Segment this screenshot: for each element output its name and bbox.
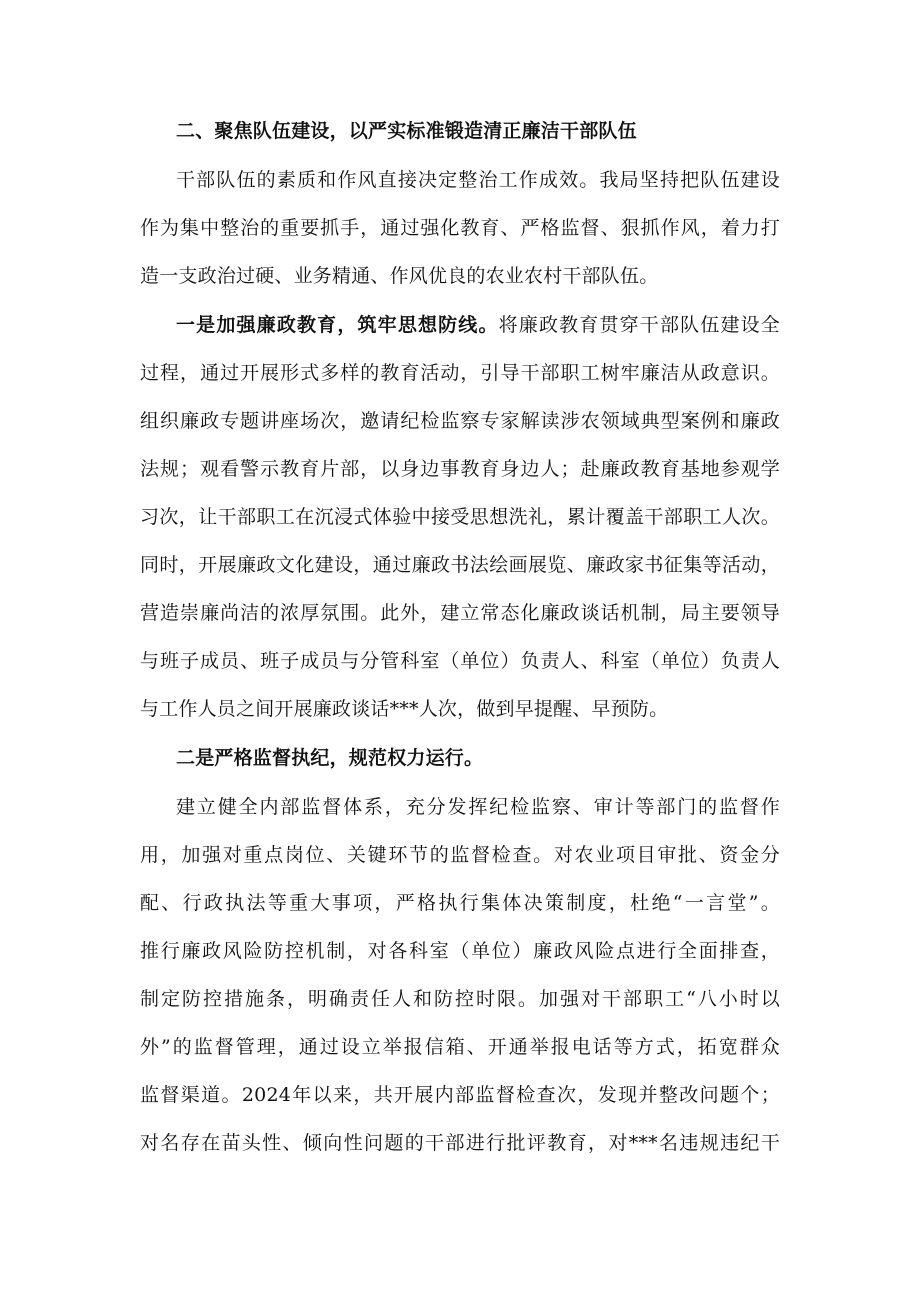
paragraph-line: 同时，开展廉政文化建设，通过廉政书法绘画展览、廉政家书征集等活动， — [140, 554, 780, 576]
paragraph-line: 建立健全内部监督体系，充分发挥纪检监察、审计等部门的监督作 — [176, 796, 780, 818]
paragraph-lead: 一是加强廉政教育，筑牢思想防线。 — [176, 314, 499, 336]
section-heading: 二、聚焦队伍建设，以严实标准锻造清正廉洁干部队伍 — [176, 120, 637, 142]
paragraph-line: 推行廉政风险防控机制，对各科室（单位）廉政风险点进行全面排查， — [140, 940, 780, 962]
paragraph-line: 配、行政执法等重大事项，严格执行集体决策制度，杜绝“一言堂”。 — [140, 892, 780, 914]
paragraph-line: 干部队伍的素质和作风直接决定整治工作成效。我局坚持把队伍建设 — [176, 169, 780, 191]
paragraph-text: 将廉政教育贯穿干部队伍建设全 — [498, 314, 780, 336]
paragraph-line: 习次，让干部职工在沉浸式体验中接受思想洗礼，累计覆盖干部职工人次。 — [140, 506, 780, 528]
paragraph-line — [176, 313, 780, 337]
paragraph-line: 对名存在苗头性、倾向性问题的干部进行批评教育，对***名违规违纪干 — [140, 1132, 780, 1154]
paragraph-line: 外”的监督管理，通过设立举报信箱、开通举报电话等方式，拓宽群众 — [140, 1036, 780, 1058]
paragraph-line: 作为集中整治的重要抓手，通过强化教育、严格监督、狠抓作风，着力打 — [140, 217, 780, 239]
paragraph-line: 营造崇廉尚洁的浓厚氛围。此外，建立常态化廉政谈话机制，局主要领导 — [140, 602, 780, 624]
paragraph-line: 与班子成员、班子成员与分管科室（单位）负责人、科室（单位）负责人 — [140, 650, 780, 672]
paragraph-line: 法规；观看警示教育片部，以身边事教育身边人；赴廉政教育基地参观学 — [140, 458, 780, 480]
paragraph-line: 监督渠道。2024年以来，共开展内部监督检查次，发现并整改问题个； — [140, 1084, 780, 1106]
paragraph-line: 组织廉政专题讲座场次，邀请纪检监察专家解读涉农领域典型案例和廉政 — [140, 410, 780, 432]
paragraph-line: 用，加强对重点岗位、关键环节的监督检查。对农业项目审批、资金分 — [140, 844, 780, 866]
paragraph-line: 与工作人员之间开展廉政谈话***人次，做到早提醒、早预防。 — [140, 698, 669, 720]
paragraph-line: 过程，通过开展形式多样的教育活动，引导干部职工树牢廉洁从政意识。 — [140, 362, 780, 384]
paragraph-line: 制定防控措施条，明确责任人和防控时限。加强对干部职工“八小时以 — [140, 988, 780, 1010]
paragraph-line: 造一支政治过硬、业务精通、作风优良的农业农村干部队伍。 — [140, 265, 659, 287]
subsection-heading: 二是严格监督执纪，规范权力运行。 — [176, 747, 484, 769]
